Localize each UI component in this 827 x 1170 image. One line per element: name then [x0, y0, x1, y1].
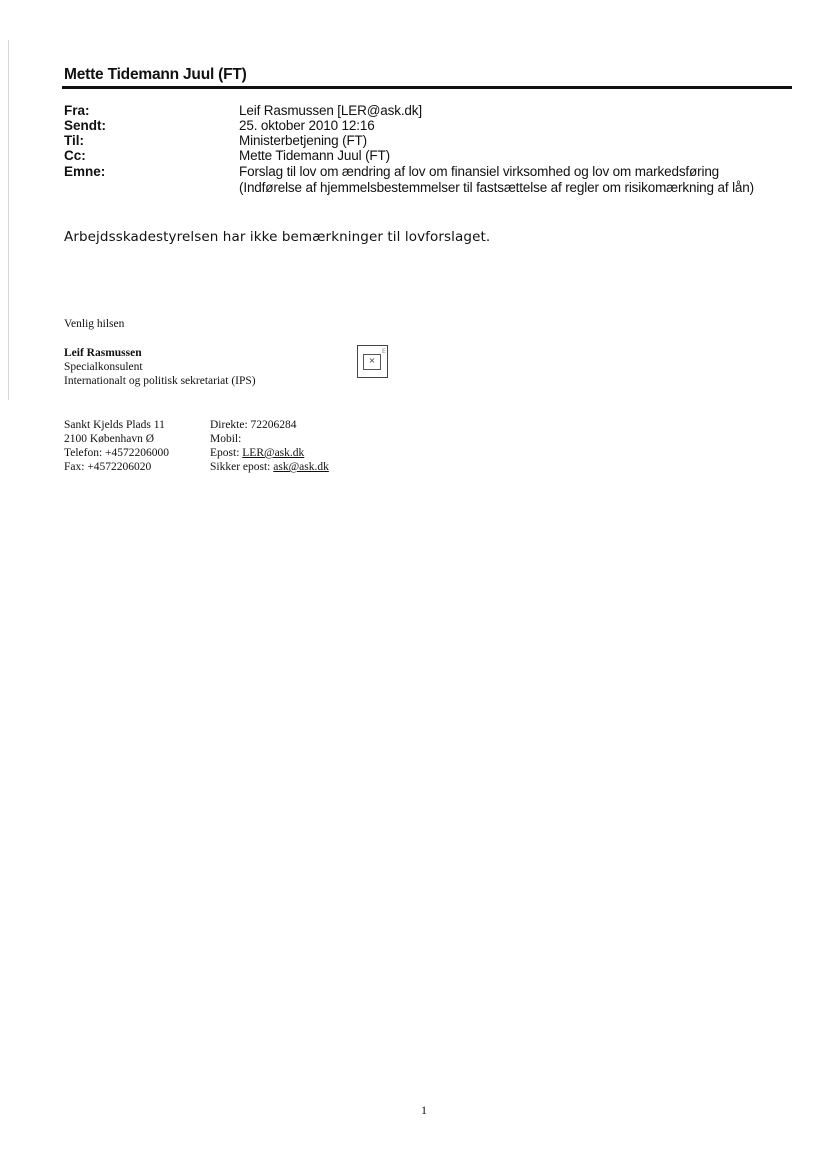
sender-department: Internationalt og politisk sekretariat (IPS)	[64, 375, 256, 387]
contact-secure-email-link[interactable]: ask@ask.dk	[273, 461, 329, 473]
contact-email-label: Epost:	[210, 447, 243, 459]
from-value: Leif Rasmussen [LER@ask.dk]	[239, 103, 422, 118]
address-fax: Fax: +4572206020	[64, 461, 152, 473]
header-rule	[62, 86, 792, 89]
cc-label: Cc:	[64, 148, 86, 163]
scan-margin-line	[8, 40, 9, 400]
to-value: Ministerbetjening (FT)	[239, 133, 367, 148]
subject-value-line2: (Indførelse af hjemmelsbestemmelser til fastsættelse af regler om risikomærkning af lån)	[239, 180, 754, 195]
address-street: Sankt Kjelds Plads 11	[64, 419, 165, 431]
sender-role: Specialkonsulent	[64, 361, 143, 373]
contact-secure-email-row	[210, 460, 329, 475]
subject-value-line1: Forslag til lov om ændring af lov om finansiel virksomhed og lov om markedsføring	[239, 164, 720, 179]
contact-email-row	[210, 446, 304, 461]
logo-superscript: E	[382, 348, 386, 355]
contact-mobile: Mobil:	[210, 433, 242, 445]
cc-value: Mette Tidemann Juul (FT)	[239, 148, 390, 163]
contact-direct: Direkte: 72206284	[210, 419, 297, 431]
sender-name: Leif Rasmussen	[64, 347, 142, 359]
from-label: Fra:	[64, 103, 90, 118]
sent-value: 25. oktober 2010 12:16	[239, 118, 375, 133]
greeting: Venlig hilsen	[64, 318, 125, 330]
subject-label: Emne:	[64, 164, 106, 179]
page-number: 1	[421, 1103, 427, 1117]
email-body: Arbejdsskadestyrelsen har ikke bemærkninger til lovforslaget.	[64, 229, 491, 245]
mailbox-owner-title: Mette Tidemann Juul (FT)	[64, 66, 247, 83]
address-phone: Telefon: +4572206000	[64, 447, 170, 459]
broken-image-icon	[357, 345, 388, 378]
address-city: 2100 København Ø	[64, 433, 155, 445]
to-label: Til:	[64, 133, 84, 148]
contact-email-link[interactable]: LER@ask.dk	[242, 447, 305, 459]
logo-placeholder-glyph: ×	[363, 354, 381, 370]
contact-secure-email-label: Sikker epost:	[210, 461, 274, 473]
sent-label: Sendt:	[64, 118, 106, 133]
